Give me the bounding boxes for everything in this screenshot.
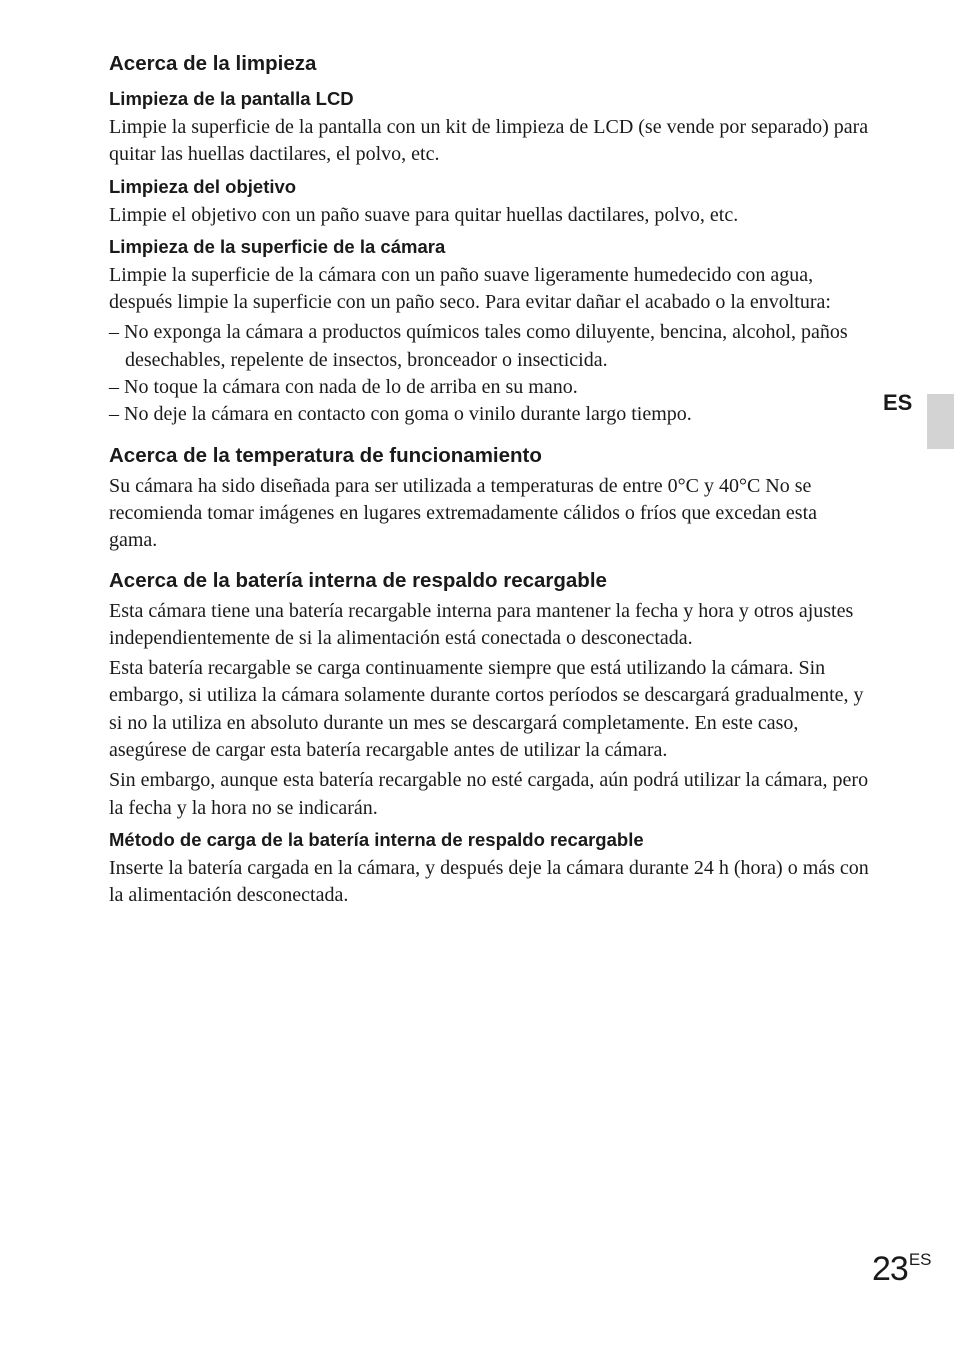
- section-title-temperature: Acerca de la temperatura de funcionamiento: [109, 443, 542, 467]
- subsection-title-surface: Limpieza de la superficie de la cámara: [109, 235, 446, 257]
- section-title-backup-battery: Acerca de la batería interna de respaldo recargable: [109, 568, 607, 592]
- paragraph-surface: Limpie la superficie de la cámara con un paño suave ligeramente humedecido con agua, después limpie la superficie con un paño seco. Para evitar dañar el acabado o la envoltura:: [109, 263, 831, 314]
- page-number-suffix: ES: [908, 1250, 932, 1269]
- list-item: – No deje la cámara en contacto con goma o vinilo durante largo tiempo.: [109, 403, 692, 426]
- language-label: ES: [883, 390, 913, 415]
- page-number: [872, 1240, 932, 1296]
- list-item: – No toque la cámara con nada de lo de arriba en su mano.: [109, 376, 578, 399]
- paragraph-lens: Limpie el objetivo con un paño suave para quitar huellas dactilares, polvo, etc.: [109, 203, 739, 226]
- subsection-title-lens: Limpieza del objetivo: [109, 175, 297, 197]
- list-item: – No exponga la cámara a productos químicos tales como diluyente, bencina, alcohol, paños desechables, repelente de insectos, bronceador o insecticida.: [109, 321, 848, 371]
- section-title-cleaning: Acerca de la limpieza: [109, 52, 317, 75]
- precautions-list: [109, 319, 869, 428]
- subsection-title-lcd: Limpieza de la pantalla LCD: [109, 88, 354, 109]
- page-content: [109, 50, 869, 910]
- paragraph-temperature: Su cámara ha sido diseñada para ser utilizada a temperaturas de entre 0°C y 40°C No se recomienda tomar imágenes en lugares extremadamente cálidos o fríos que excedan esta gama.: [109, 474, 818, 552]
- subsection-title-charging: Método de carga de la batería interna de respaldo recargable: [109, 828, 644, 850]
- paragraph-battery-1: Esta cámara tiene una batería recargable interna para mantener la fecha y hora y otros ajustes independientemente de si la alimentación está conectada o desconectada.: [109, 599, 854, 649]
- paragraph-charging: Inserte la batería cargada en la cámara, y después deje la cámara durante 24 h (hora) o más con la alimentación desconectada.: [109, 856, 869, 907]
- page-number-value: 23: [872, 1250, 908, 1288]
- paragraph-battery-2: Esta batería recargable se carga continuamente siempre que está utilizando la cámara. Sin embargo, si utiliza la cámara solamente durante cortos períodos se descargará gradualmente, y si no la utiliza en absoluto durante un mes se descargará completamente. En este caso, asegúrese de cargar esta batería recargable antes de utilizar la cámara.: [109, 657, 864, 762]
- language-tab-marker: [927, 394, 954, 449]
- paragraph-lcd: Limpie la superficie de la pantalla con un kit de limpieza de LCD (se vende por separado) para quitar las huellas dactilares, el polvo, etc.: [109, 116, 869, 166]
- paragraph-battery-3: Sin embargo, aunque esta batería recargable no esté cargada, aún podrá utilizar la cámara, pero la fecha y la hora no se indicarán.: [109, 769, 869, 819]
